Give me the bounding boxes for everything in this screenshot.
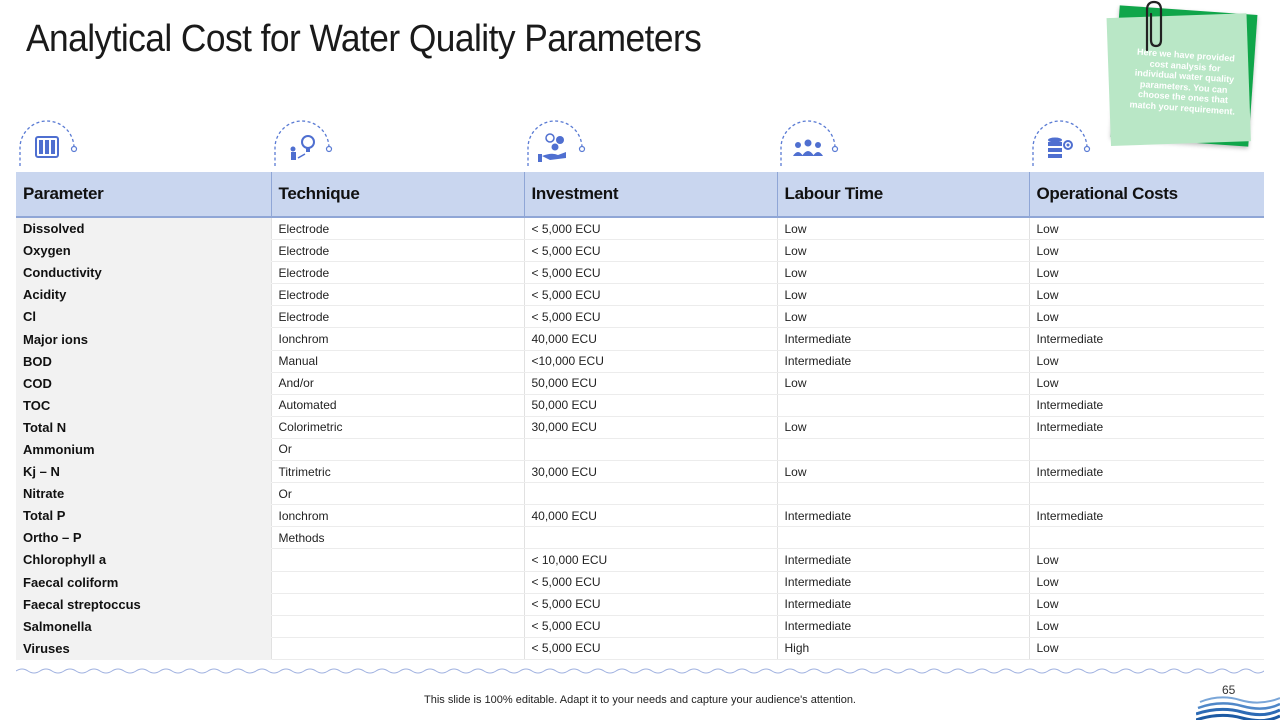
- table-row: [16, 438, 1264, 460]
- table-cell: [777, 483, 1029, 505]
- table-cell: Low: [1029, 350, 1264, 372]
- table-cell: Low: [777, 240, 1029, 262]
- money-hand-icon: [524, 118, 586, 180]
- parameter-cell: Dissolved: [16, 217, 271, 240]
- header-icons: [16, 118, 1264, 178]
- column-header-investment: Investment: [524, 172, 777, 217]
- table-cell: Low: [1029, 284, 1264, 306]
- table-cell: < 5,000 ECU: [524, 615, 777, 637]
- column-header-parameter: Parameter: [16, 172, 271, 217]
- table-cell: Low: [777, 284, 1029, 306]
- table-cell: Low: [1029, 240, 1264, 262]
- table-cell: < 5,000 ECU: [524, 593, 777, 615]
- table-cell: Intermediate: [1029, 394, 1264, 416]
- table-cell: Low: [1029, 549, 1264, 571]
- table-cell: Manual: [271, 350, 524, 372]
- table-cell: [1029, 527, 1264, 549]
- table-row: [16, 527, 1264, 549]
- table-cell: < 5,000 ECU: [524, 217, 777, 240]
- table-cell: < 10,000 ECU: [524, 549, 777, 571]
- table-cell: Electrode: [271, 217, 524, 240]
- table-cell: [777, 527, 1029, 549]
- table-row: [16, 217, 1264, 240]
- table-cell: Colorimetric: [271, 416, 524, 438]
- table-cell: [271, 615, 524, 637]
- table-row: [16, 505, 1264, 527]
- footer-text: This slide is 100% editable. Adapt it to your needs and capture your audience's attention.: [424, 694, 856, 706]
- table-cell: < 5,000 ECU: [524, 240, 777, 262]
- wave-divider: [16, 664, 1264, 678]
- parameter-cell: BOD: [16, 350, 271, 372]
- table-row: [16, 549, 1264, 571]
- slide-title: Analytical Cost for Water Quality Parameters: [26, 18, 702, 60]
- table-row: [16, 394, 1264, 416]
- table-cell: Low: [1029, 637, 1264, 659]
- table-cell: Low: [1029, 593, 1264, 615]
- parameter-cell: Major ions: [16, 328, 271, 350]
- table-cell: [777, 438, 1029, 460]
- table-row: [16, 416, 1264, 438]
- table-cell: Intermediate: [777, 593, 1029, 615]
- parameter-cell: Chlorophyll a: [16, 549, 271, 571]
- idea-person-icon: [271, 118, 333, 180]
- table-cell: Intermediate: [1029, 505, 1264, 527]
- table-cell: Automated: [271, 394, 524, 416]
- table-cell: < 5,000 ECU: [524, 571, 777, 593]
- parameter-cell: Oxygen: [16, 240, 271, 262]
- page-number: 65: [1222, 683, 1236, 697]
- table-cell: [271, 593, 524, 615]
- table-row: [16, 328, 1264, 350]
- table-cell: [524, 527, 777, 549]
- parameter-cell: TOC: [16, 394, 271, 416]
- column-header-operational-costs: Operational Costs: [1029, 172, 1264, 217]
- table-cell: <10,000 ECU: [524, 350, 777, 372]
- table-cell: [524, 438, 777, 460]
- water-wave-logo: [1196, 692, 1280, 720]
- table-cell: High: [777, 637, 1029, 659]
- table-cell: Low: [777, 461, 1029, 483]
- table-cell: [271, 549, 524, 571]
- table-cell: [271, 571, 524, 593]
- parameter-cell: Conductivity: [16, 262, 271, 284]
- table-cell: Electrode: [271, 240, 524, 262]
- table-cell: [777, 394, 1029, 416]
- column-header-technique: Technique: [271, 172, 524, 217]
- table-cell: Methods: [271, 527, 524, 549]
- parameter-cell: Total N: [16, 416, 271, 438]
- parameter-cell: Ortho – P: [16, 527, 271, 549]
- table-cell: Electrode: [271, 262, 524, 284]
- table-cell: Intermediate: [777, 571, 1029, 593]
- table-cell: Or: [271, 483, 524, 505]
- table-row: [16, 637, 1264, 659]
- table-cell: Low: [777, 262, 1029, 284]
- column-header-labour-time: Labour Time: [777, 172, 1029, 217]
- table-cell: [1029, 438, 1264, 460]
- table-row: [16, 571, 1264, 593]
- table-cell: 40,000 ECU: [524, 505, 777, 527]
- table-cell: Electrode: [271, 284, 524, 306]
- table-cell: 30,000 ECU: [524, 461, 777, 483]
- table-cell: Intermediate: [777, 615, 1029, 637]
- table-cell: [524, 483, 777, 505]
- table-row: [16, 461, 1264, 483]
- paperclip-icon: [1133, 0, 1173, 54]
- calculator-icon: [16, 118, 78, 180]
- parameter-cell: Faecal coliform: [16, 571, 271, 593]
- table-row: [16, 262, 1264, 284]
- table-cell: [271, 637, 524, 659]
- table-row: [16, 350, 1264, 372]
- parameter-cell: Kj – N: [16, 461, 271, 483]
- table-cell: Intermediate: [1029, 328, 1264, 350]
- sticky-note-text: Here we have provided cost analysis for individual water quality parameters. You can choose the ones that match your requirement.: [1129, 46, 1236, 117]
- table-cell: Titrimetric: [271, 461, 524, 483]
- table-cell: 40,000 ECU: [524, 328, 777, 350]
- table-header-row: [16, 172, 1264, 217]
- table-cell: Low: [777, 372, 1029, 394]
- table-cell: Intermediate: [777, 328, 1029, 350]
- table-cell: Intermediate: [1029, 416, 1264, 438]
- table-cell: Ionchrom: [271, 328, 524, 350]
- table-cell: Electrode: [271, 306, 524, 328]
- table-row: [16, 284, 1264, 306]
- table-cell: Low: [1029, 306, 1264, 328]
- table-cell: Low: [777, 416, 1029, 438]
- parameter-cell: Faecal streptoccus: [16, 593, 271, 615]
- table-cell: Intermediate: [777, 549, 1029, 571]
- table-cell: Intermediate: [777, 505, 1029, 527]
- parameter-cell: Ammonium: [16, 438, 271, 460]
- parameter-cell: COD: [16, 372, 271, 394]
- parameter-cell: Salmonella: [16, 615, 271, 637]
- table-cell: 30,000 ECU: [524, 416, 777, 438]
- table-cell: Low: [777, 217, 1029, 240]
- table-row: [16, 372, 1264, 394]
- table-cell: 50,000 ECU: [524, 372, 777, 394]
- table-cell: < 5,000 ECU: [524, 284, 777, 306]
- parameter-cell: Nitrate: [16, 483, 271, 505]
- table-cell: 50,000 ECU: [524, 394, 777, 416]
- table-cell: Low: [777, 306, 1029, 328]
- table-cell: Or: [271, 438, 524, 460]
- table-cell: [1029, 483, 1264, 505]
- table-row: [16, 240, 1264, 262]
- parameter-cell: Viruses: [16, 637, 271, 659]
- table-cell: Low: [1029, 217, 1264, 240]
- table-cell: Low: [1029, 372, 1264, 394]
- table-cell: < 5,000 ECU: [524, 262, 777, 284]
- table-row: [16, 483, 1264, 505]
- table-cell: < 5,000 ECU: [524, 637, 777, 659]
- table-cell: Ionchrom: [271, 505, 524, 527]
- parameter-cell: Cl: [16, 306, 271, 328]
- table-cell: Intermediate: [1029, 461, 1264, 483]
- cost-table: [16, 172, 1264, 660]
- table-row: [16, 306, 1264, 328]
- table-row: [16, 615, 1264, 637]
- team-icon: [777, 118, 839, 180]
- table-row: [16, 593, 1264, 615]
- table-cell: Low: [1029, 615, 1264, 637]
- table-cell: Low: [1029, 571, 1264, 593]
- table-cell: Low: [1029, 262, 1264, 284]
- table-cell: Intermediate: [777, 350, 1029, 372]
- settings-database-icon: [1029, 118, 1091, 180]
- parameter-cell: Total P: [16, 505, 271, 527]
- parameter-cell: Acidity: [16, 284, 271, 306]
- table-cell: And/or: [271, 372, 524, 394]
- table-cell: < 5,000 ECU: [524, 306, 777, 328]
